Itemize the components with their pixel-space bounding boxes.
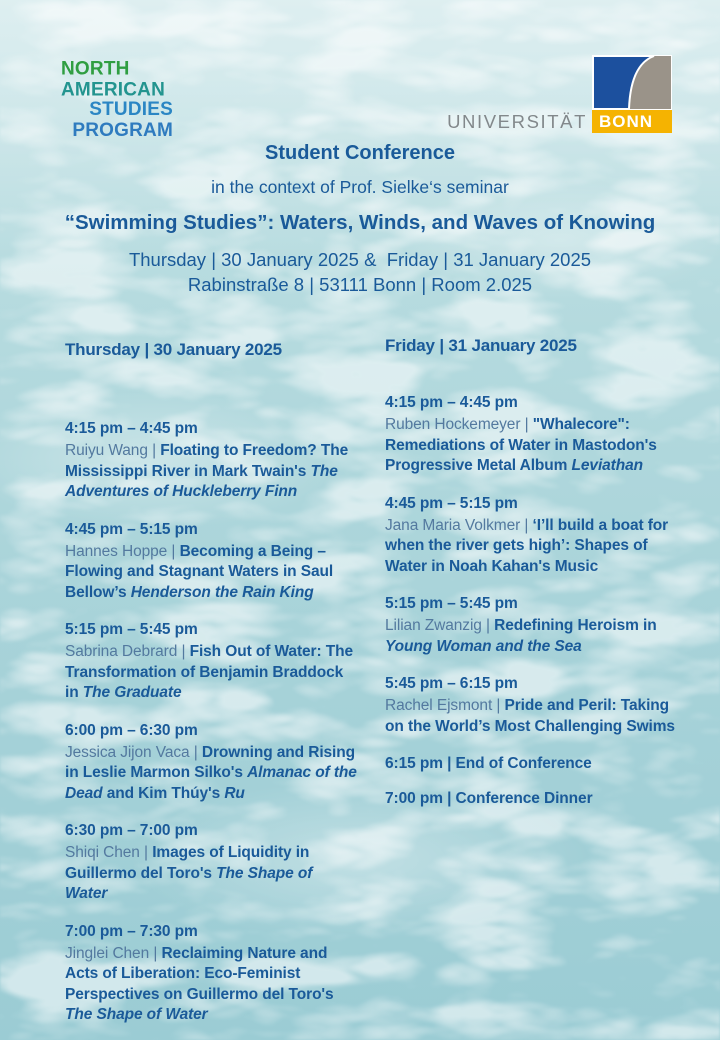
conference-subtitle: in the context of Prof. Sielke‘s seminar (211, 177, 509, 197)
speaker-name: Shiqi Chen (65, 844, 145, 861)
separator: | (153, 944, 162, 962)
session (385, 753, 679, 774)
session-time: 6:00 pm – 6:30 pm (65, 721, 198, 739)
separator: | (486, 617, 495, 634)
sessions-friday (385, 392, 679, 809)
conference-dates: Thursday | 30 January 2025 & Friday | 31 January 2025 (128, 249, 592, 270)
separator: | (152, 442, 161, 459)
session-entry (385, 616, 679, 657)
talk-title-segment: and Kim Thúy's (102, 784, 225, 802)
session-entry (385, 415, 679, 477)
session-entry (65, 944, 357, 1026)
nasp-logo-line-studies: STUDIES (89, 98, 173, 121)
speaker-name: Jessica Jijon Vaca (65, 743, 194, 761)
separator: | (524, 416, 533, 433)
session-time: 4:15 pm – 4:45 pm (65, 420, 198, 437)
program-column-friday (385, 335, 679, 823)
talk-title-segment: "Whalecore": Remediations of Water in Mastodon's Progressive Metal Album (385, 416, 657, 474)
talk-title-segment: Drowning and Rising in Leslie Marmon Silko's (65, 743, 355, 781)
session (65, 921, 357, 1026)
session-time: 5:15 pm – 5:45 pm (385, 595, 518, 612)
session (65, 619, 357, 704)
column-header-thursday: Thursday | 30 January 2025 (65, 340, 282, 359)
talk-title-segment: Becoming a Being – Flowing and Stagnant Waters in Saul Bellow’s (65, 542, 334, 601)
session (385, 673, 679, 737)
uni-bonn-emblem-icon (592, 55, 672, 110)
event-line (385, 753, 679, 774)
session-entry (385, 516, 679, 578)
separator: | (144, 844, 153, 861)
speaker-name: Ruiyu Wang (65, 442, 153, 459)
speaker-name: Jana Maria Volkmer (385, 516, 525, 534)
session-time: 7:00 pm – 7:30 pm (65, 922, 198, 940)
conference-location: Rabinstraße 8 | 53111 Bonn | Room 2.025 (187, 274, 533, 295)
session (385, 788, 679, 809)
session-entry (65, 743, 357, 805)
universitaet-label: UNIVERSITÄT (447, 111, 587, 132)
talk-title-segment: Ru (224, 784, 245, 802)
talk-title-segment: Leviathan (571, 457, 643, 474)
speaker-name: Lilian Zwanzig (385, 617, 487, 634)
session-entry (65, 542, 357, 604)
talk-title-segment: Henderson the Rain King (130, 583, 314, 601)
talk-title-segment: Images of Liquidity in Guillermo del Toro's (65, 844, 310, 882)
talk-title-segment: The Adventures of Huckleberry Finn (65, 462, 338, 500)
nasp-logo-line-program: PROGRAM (72, 118, 173, 141)
session (65, 820, 357, 905)
session-entry (65, 843, 357, 905)
separator: | (496, 697, 505, 714)
talk-title-segment: Fish Out of Water: The Transformation of Benjamin Braddock in (65, 643, 353, 701)
session (385, 593, 679, 657)
talk-title-segment: The Shape of Water (65, 864, 313, 902)
talk-title-segment: Reclaiming Nature and Acts of Liberation: Eco-Feminist Perspectives on Guillermo del Toro's (65, 944, 334, 1003)
sessions-thursday (65, 418, 357, 1026)
seminar-title: “Swimming Studies”: Waters, Winds, and Waves of Knowing (64, 211, 656, 234)
talk-title-segment: Redefining Heroism in (494, 617, 657, 634)
session-time: 4:15 pm – 4:45 pm (385, 394, 518, 411)
speaker-name: Rachel Ejsmont (385, 697, 497, 714)
session-time: 4:45 pm – 5:15 pm (385, 494, 518, 512)
separator: | (524, 516, 533, 534)
separator: | (193, 743, 202, 761)
speaker-name: Hannes Hoppe (65, 542, 172, 560)
bonn-badge: BONN (592, 110, 672, 133)
uni-bonn-logo (0, 110, 672, 133)
talk-title-segment: The Graduate (82, 684, 182, 701)
session-time: 4:45 pm – 5:15 pm (65, 520, 198, 538)
talk-title-segment: Young Woman and the Sea (385, 637, 582, 655)
event-time: 6:15 pm | (385, 755, 456, 772)
nasp-logo-line-north: NORTH (61, 57, 130, 80)
program-column-thursday (65, 339, 357, 1040)
talk-title-segment: Floating to Freedom? The Mississippi River in Mark Twain's (65, 442, 349, 480)
talk-title-segment: ‘I’ll build a boat for when the river gets high’: Shapes of Water in Noah Kahan's Music (385, 516, 669, 575)
session (65, 418, 357, 503)
speaker-name: Sabrina Debrard (65, 643, 182, 660)
session-time: 5:45 pm – 6:15 pm (385, 675, 518, 692)
event-time: 7:00 pm | (385, 790, 456, 807)
talk-title-segment: Pride and Peril: Taking on the World’s Most Challenging Swims (385, 697, 675, 735)
column-header-friday: Friday | 31 January 2025 (385, 336, 577, 355)
title-block (0, 141, 720, 297)
speaker-name: Ruben Hockemeyer (385, 416, 525, 433)
session-entry (65, 642, 357, 704)
session-entry (385, 696, 679, 737)
event-label: End of Conference (455, 755, 592, 772)
session (65, 720, 357, 805)
separator: | (181, 643, 190, 660)
nasp-logo-line-american: AMERICAN (61, 78, 165, 101)
talk-title-segment: Almanac of the Dead (65, 764, 357, 802)
session-time: 5:15 pm – 5:45 pm (65, 621, 198, 638)
session (385, 493, 679, 578)
speaker-name: Jinglei Chen (65, 944, 154, 962)
talk-title-segment: The Shape of Water (65, 1006, 208, 1023)
conference-title: Student Conference (264, 142, 456, 164)
event-line (385, 788, 679, 809)
event-label: Conference Dinner (455, 790, 593, 807)
session (65, 519, 357, 604)
separator: | (171, 542, 180, 560)
session-entry (65, 441, 357, 503)
session (385, 392, 679, 477)
session-time: 6:30 pm – 7:00 pm (65, 822, 198, 839)
